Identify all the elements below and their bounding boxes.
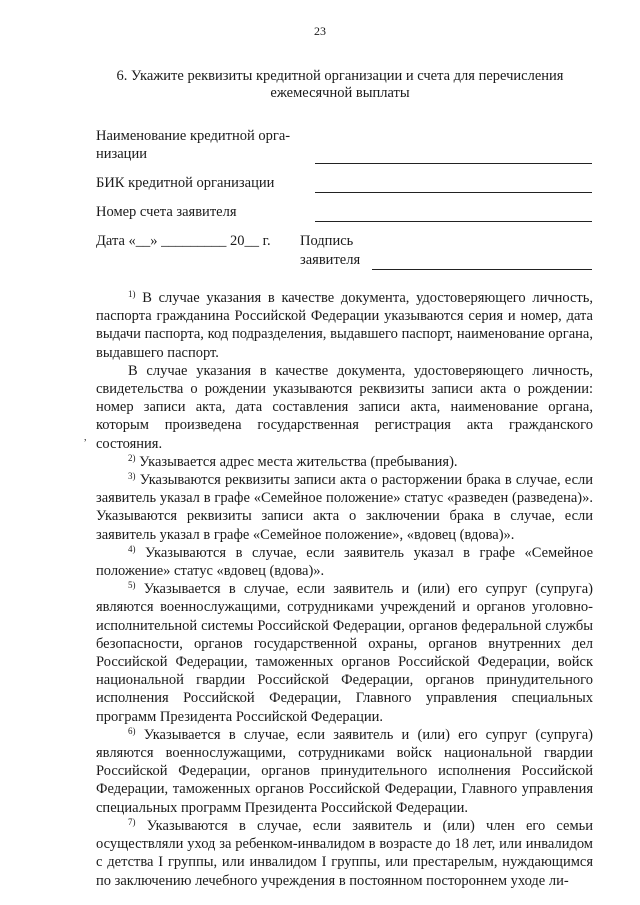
footnote-marker: 1)	[128, 289, 136, 299]
footnote-marker: 2)	[128, 452, 136, 463]
bank-name-label	[96, 127, 290, 163]
footnote-marker: 5)	[128, 580, 136, 591]
footnote-5	[96, 580, 593, 726]
section-title	[60, 68, 620, 102]
footnote-6	[96, 726, 593, 817]
margin-mark: ,	[84, 432, 87, 443]
footnote-text: Указываются в случае, если заявитель указал в графе «Семейное положение» статус «вдовец (вдова)».	[96, 544, 594, 580]
signature-label-line-2: заявителя	[300, 252, 361, 268]
bank-name-field[interactable]	[315, 163, 592, 164]
signature-field[interactable]	[372, 269, 592, 270]
bank-name-label-line-1: Наименование кредитной орга-	[96, 128, 291, 144]
footnote-text: В случае указания в качестве документа, удостоверяющего личность, свидетельства о рождении указываются реквизиты записи акта о рождении: номер записи акта, дата составления записи акта, наименование органа, которым произведена государственная регистрация акта гражданского состояния.	[96, 362, 593, 452]
footnote-marker: 7)	[128, 816, 136, 827]
account-label: Номер счета заявителя	[96, 204, 237, 220]
section-title-line-1: 6. Укажите реквизиты кредитной организации и счета для перечисления	[116, 68, 564, 84]
footnote-text: Указывается адрес места жительства (пребывания).	[139, 453, 458, 470]
footnote-text: Указывается в случае, если заявитель и (или) его супруг (супруга) являются военнослужащими, сотрудниками учреждений и органов уголовно-исполнительной системы Российской Федерации, органов федеральной службы безопасности, органов государственной охраны, органов внутренних дел Российской Федерации, таможенных органов Российской Федерации, войск национальной гвардии Российской Федерации, органов принудительного исполнения Российской Федерации, Главного управления специальных программ Президента Российской Федерации.	[96, 581, 594, 725]
date-field[interactable]: Дата «__» _________ 20__ г.	[96, 233, 271, 249]
footnote-text: Указывается в случае, если заявитель и (или) его супруг (супруга) являются военнослужащими, сотрудниками войск национальной гвардии Российской Федерации, органов принудительного исполнения Российской Федерации, таможенных органов Российской Федерации, Главного управления специальных программ Президента Российской Федерации.	[96, 726, 594, 816]
account-field[interactable]	[315, 221, 592, 222]
bik-field[interactable]	[315, 192, 592, 193]
footnote-text: В случае указания в качестве документа, удостоверяющего личность, паспорта гражданина Российской Федерации указываются серия и номер, дата выдачи паспорта, код подразделения, выдавшего паспорт, наименование органа, выдавшего паспорт.	[96, 290, 594, 361]
signature-label-line-1: Подпись	[300, 233, 354, 249]
page-number: 23	[314, 24, 326, 38]
footnote-7	[96, 817, 593, 890]
footnote-1-continued	[96, 362, 593, 453]
footnote-marker: 4)	[128, 543, 136, 554]
footnote-text: Указываются в случае, если заявитель и (или) член его семьи осуществляли уход за ребенком-инвалидом в возрасте до 18 лет, или инвалидом с детства I группы, или инвалидом I группы, или престарелым, нуждающимся по заключению лечебного учреждения в постоянном постороннем уходе ли-	[96, 817, 594, 889]
footnote-marker: 3)	[128, 471, 136, 482]
footnote-1	[96, 289, 593, 362]
footnote-text: Указываются реквизиты записи акта о расторжении брака в случае, если заявитель указал в графе «Семейное положение» статус «разведен (разведена)». Указываются реквизиты записи акта о заключении брака в случае, если заявитель указал в графе «Семейное положение», «вдовец (вдова)».	[96, 472, 594, 543]
footnote-3	[96, 471, 593, 544]
bik-label: БИК кредитной организации	[96, 175, 275, 191]
footnote-marker: 6)	[128, 725, 136, 736]
footnote-4	[96, 544, 593, 580]
footnotes	[96, 289, 593, 890]
bank-name-label-line-2: низации	[96, 146, 147, 162]
footnote-2	[96, 453, 593, 471]
signature-label	[300, 232, 360, 270]
section-title-line-2: ежемесячной выплаты	[270, 85, 410, 101]
